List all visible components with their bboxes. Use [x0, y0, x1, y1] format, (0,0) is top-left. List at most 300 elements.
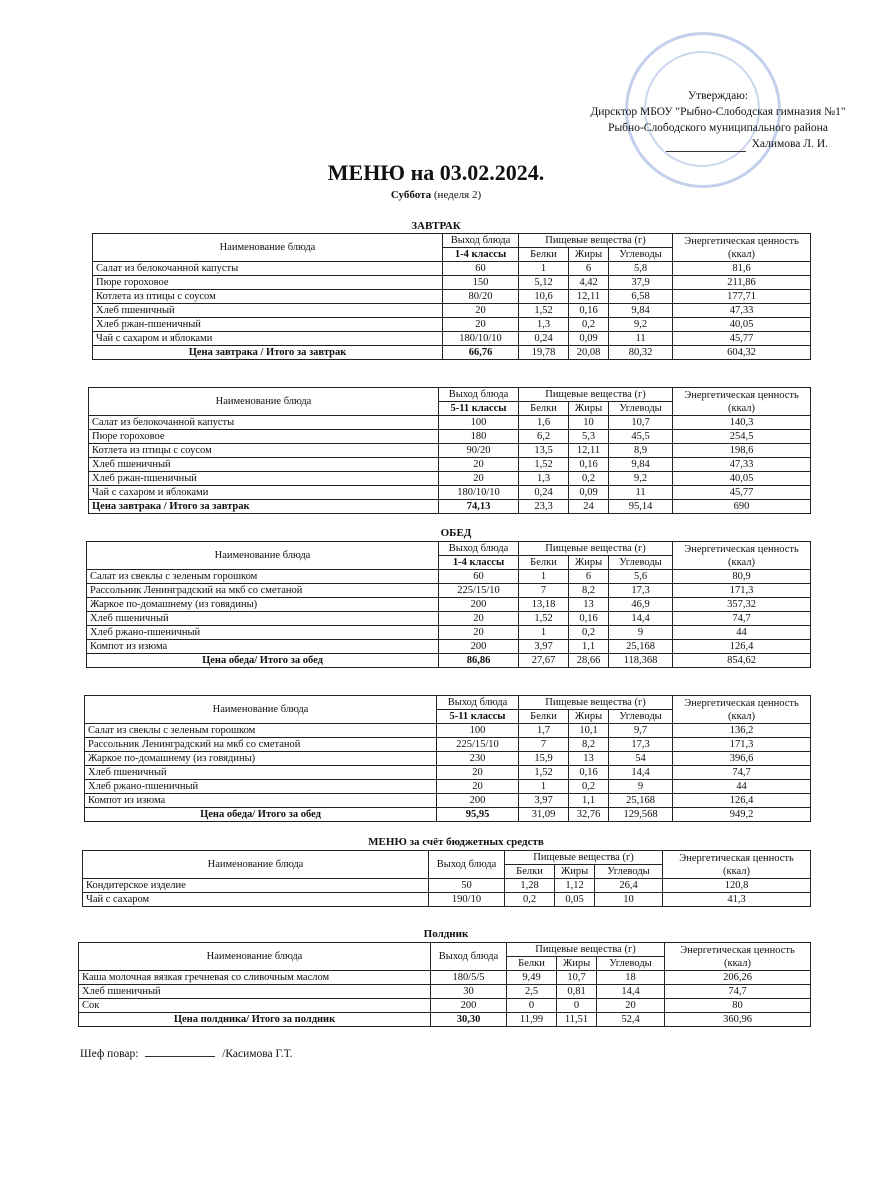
dish-fats: 0,2 [569, 626, 609, 640]
section-snack-title: Полдник [423, 928, 469, 940]
dish-proteins: 1,52 [519, 304, 569, 318]
table-body [93, 262, 811, 346]
header-nutrients: Пищевые вещества (г) [519, 234, 673, 248]
table-row [87, 584, 811, 598]
table-row [93, 318, 811, 332]
dish-carbs: 9,84 [609, 458, 673, 472]
dish-fats: 13 [569, 752, 609, 766]
dish-energy: 254,5 [673, 430, 811, 444]
dish-carbs: 10 [595, 893, 663, 907]
dish-name: Салат из свеклы с зеленым горошком [85, 724, 437, 738]
dish-output: 180/10/10 [439, 486, 519, 500]
dish-carbs: 25,168 [609, 794, 673, 808]
dish-output: 150 [443, 276, 519, 290]
total-output: 74,13 [439, 500, 519, 514]
dish-energy: 211,86 [673, 276, 811, 290]
dish-proteins: 6,2 [519, 430, 569, 444]
dish-fats: 1,1 [569, 640, 609, 654]
approval-line-3: Рыбно-Слободского муниципального района [608, 122, 828, 134]
dish-name: Котлета из птицы с соусом [93, 290, 443, 304]
dish-output: 60 [439, 570, 519, 584]
dish-fats: 0,09 [569, 486, 609, 500]
header-energy: Энергетическая ценность (ккал) [673, 542, 811, 570]
dish-output: 190/10 [429, 893, 505, 907]
dish-fats: 1,1 [569, 794, 609, 808]
dish-energy: 74,7 [673, 766, 811, 780]
table-row [89, 416, 811, 430]
dish-fats: 10 [569, 416, 609, 430]
dish-proteins: 1,7 [519, 724, 569, 738]
dish-fats: 0,09 [569, 332, 609, 346]
dish-name: Салат из белокочанной капусты [93, 262, 443, 276]
total-fats: 20,08 [569, 346, 609, 360]
header-energy: Энергетическая ценность (ккал) [665, 943, 811, 971]
section-budget-title: МЕНЮ за счёт бюджетных средств [368, 836, 544, 848]
dish-carbs: 9,84 [609, 304, 673, 318]
total-proteins: 19,78 [519, 346, 569, 360]
dish-name: Каша молочная вязкая гречневая со сливочным маслом [79, 971, 431, 985]
header-carbs: Углеводы [609, 402, 673, 416]
total-fats: 28,66 [569, 654, 609, 668]
dish-carbs: 25,168 [609, 640, 673, 654]
dish-fats: 4,42 [569, 276, 609, 290]
dish-output: 180/5/5 [431, 971, 507, 985]
total-fats: 32,76 [569, 808, 609, 822]
total-energy: 854,62 [673, 654, 811, 668]
dish-carbs: 46,9 [609, 598, 673, 612]
dish-fats: 0 [557, 999, 597, 1013]
table-row [79, 985, 811, 999]
total-carbs: 52,4 [597, 1013, 665, 1027]
dish-energy: 41,3 [663, 893, 811, 907]
section-breakfast-title: ЗАВТРАК [411, 220, 461, 232]
dish-name: Хлеб пшеничный [79, 985, 431, 999]
dish-output: 20 [437, 766, 519, 780]
header-output: Выход блюда [437, 696, 519, 710]
header-fats: Жиры [569, 248, 609, 262]
dish-proteins: 15,9 [519, 752, 569, 766]
table-row [93, 304, 811, 318]
dish-carbs: 5,6 [609, 570, 673, 584]
dish-proteins: 3,97 [519, 640, 569, 654]
dish-output: 230 [437, 752, 519, 766]
dish-fats: 5,3 [569, 430, 609, 444]
dish-fats: 6 [569, 262, 609, 276]
dish-output: 60 [443, 262, 519, 276]
header-proteins: Белки [519, 248, 569, 262]
subtitle-day: Суббота [390, 189, 432, 201]
dish-fats: 0,16 [569, 304, 609, 318]
dish-proteins: 7 [519, 584, 569, 598]
signature-line [666, 136, 746, 152]
header-nutrients: Пищевые вещества (г) [507, 943, 665, 957]
dish-output: 20 [439, 612, 519, 626]
lunch-1-4-table [86, 541, 811, 668]
dish-proteins: 1,28 [505, 879, 555, 893]
dish-name: Салат из белокочанной капусты [89, 416, 439, 430]
dish-output: 80/20 [443, 290, 519, 304]
approval-signature-row [568, 136, 868, 152]
dish-energy: 206,26 [665, 971, 811, 985]
header-name: Наименование блюда [83, 851, 429, 879]
dish-name: Чай с сахаром и яблоками [93, 332, 443, 346]
table-row [85, 766, 811, 780]
dish-name: Рассольник Ленинградский на мкб со сметаной [87, 584, 439, 598]
dish-energy: 44 [673, 780, 811, 794]
dish-output: 180/10/10 [443, 332, 519, 346]
table-row [83, 893, 811, 907]
table-row [85, 780, 811, 794]
table-row [85, 794, 811, 808]
dish-proteins: 1,52 [519, 612, 569, 626]
dish-proteins: 1,3 [519, 472, 569, 486]
dish-energy: 74,7 [665, 985, 811, 999]
total-output: 30,30 [431, 1013, 507, 1027]
total-label: Цена обеда/ Итого за обед [85, 808, 437, 822]
dish-carbs: 10,7 [609, 416, 673, 430]
budget-table [82, 850, 811, 907]
dish-name: Котлета из птицы с соусом [89, 444, 439, 458]
header-grade: 5-11 классы [439, 402, 519, 416]
total-fats: 11,51 [557, 1013, 597, 1027]
chef-signature-line [145, 1056, 215, 1057]
dish-energy: 80 [665, 999, 811, 1013]
dish-proteins: 2,5 [507, 985, 557, 999]
header-fats: Жиры [555, 865, 595, 879]
dish-output: 20 [443, 318, 519, 332]
table-body [79, 971, 811, 1013]
section-lunch-title: ОБЕД [440, 527, 472, 539]
table-total-row [89, 500, 811, 514]
dish-energy: 80,9 [673, 570, 811, 584]
header-proteins: Белки [519, 402, 569, 416]
dish-fats: 10,7 [557, 971, 597, 985]
dish-energy: 171,3 [673, 738, 811, 752]
dish-proteins: 1 [519, 780, 569, 794]
dish-fats: 13 [569, 598, 609, 612]
dish-proteins: 13,18 [519, 598, 569, 612]
dish-output: 200 [431, 999, 507, 1013]
table-row [89, 444, 811, 458]
table-row [87, 612, 811, 626]
dish-carbs: 8,9 [609, 444, 673, 458]
dish-energy: 44 [673, 626, 811, 640]
dish-output: 90/20 [439, 444, 519, 458]
dish-carbs: 17,3 [609, 738, 673, 752]
dish-name: Хлеб пшеничный [85, 766, 437, 780]
dish-energy: 47,33 [673, 304, 811, 318]
table-total-row [87, 654, 811, 668]
dish-energy: 120,8 [663, 879, 811, 893]
header-carbs: Углеводы [597, 957, 665, 971]
page-title: МЕНЮ на 03.02.2024. [327, 160, 545, 185]
total-proteins: 27,67 [519, 654, 569, 668]
dish-fats: 0,81 [557, 985, 597, 999]
dish-output: 200 [437, 794, 519, 808]
table-row [89, 458, 811, 472]
total-label: Цена завтрака / Итого за завтрак [93, 346, 443, 360]
header-name: Наименование блюда [85, 696, 437, 724]
dish-carbs: 9,7 [609, 724, 673, 738]
dish-energy: 198,6 [673, 444, 811, 458]
header-proteins: Белки [519, 556, 569, 570]
header-name: Наименование блюда [89, 388, 439, 416]
dish-energy: 45,77 [673, 486, 811, 500]
dish-proteins: 1,3 [519, 318, 569, 332]
total-proteins: 11,99 [507, 1013, 557, 1027]
header-nutrients: Пищевые вещества (г) [519, 388, 673, 402]
approval-block [568, 88, 868, 152]
dish-fats: 0,16 [569, 458, 609, 472]
total-proteins: 31,09 [519, 808, 569, 822]
header-output: Выход блюда [429, 851, 505, 879]
dish-proteins: 7 [519, 738, 569, 752]
dish-name: Рассольник Ленинградский на мкб со сметаной [85, 738, 437, 752]
header-carbs: Углеводы [609, 710, 673, 724]
dish-energy: 126,4 [673, 640, 811, 654]
dish-name: Хлеб ржано-пшеничный [87, 626, 439, 640]
dish-output: 20 [439, 472, 519, 486]
header-output: Выход блюда [431, 943, 507, 971]
header-nutrients: Пищевые вещества (г) [505, 851, 663, 865]
dish-carbs: 11 [609, 332, 673, 346]
dish-carbs: 26,4 [595, 879, 663, 893]
dish-fats: 0,2 [569, 318, 609, 332]
table-row [87, 626, 811, 640]
header-energy: Энергетическая ценность (ккал) [673, 388, 811, 416]
table-total-row [85, 808, 811, 822]
dish-fats: 0,2 [569, 472, 609, 486]
dish-fats: 0,16 [569, 612, 609, 626]
dish-name: Чай с сахаром и яблоками [89, 486, 439, 500]
header-energy: Энергетическая ценность (ккал) [673, 696, 811, 724]
dish-name: Кондитерское изделие [83, 879, 429, 893]
total-energy: 604,32 [673, 346, 811, 360]
snack-table [78, 942, 811, 1027]
dish-name: Пюре гороховое [89, 430, 439, 444]
dish-output: 100 [439, 416, 519, 430]
chef-label: Шеф повар: [80, 1048, 139, 1060]
dish-name: Пюре гороховое [93, 276, 443, 290]
dish-proteins: 9,49 [507, 971, 557, 985]
dish-carbs: 37,9 [609, 276, 673, 290]
dish-name: Хлеб пшеничный [87, 612, 439, 626]
header-proteins: Белки [519, 710, 569, 724]
dish-fats: 10,1 [569, 724, 609, 738]
dish-fats: 1,12 [555, 879, 595, 893]
dish-name: Компот из изюма [85, 794, 437, 808]
dish-carbs: 9 [609, 626, 673, 640]
dish-name: Сок [79, 999, 431, 1013]
dish-output: 200 [439, 598, 519, 612]
dish-energy: 177,71 [673, 290, 811, 304]
table-row [87, 598, 811, 612]
dish-fats: 6 [569, 570, 609, 584]
dish-carbs: 11 [609, 486, 673, 500]
dish-output: 30 [431, 985, 507, 999]
dish-proteins: 0,24 [519, 332, 569, 346]
dish-fats: 0,16 [569, 766, 609, 780]
dish-output: 50 [429, 879, 505, 893]
total-fats: 24 [569, 500, 609, 514]
dish-carbs: 9 [609, 780, 673, 794]
table-row [87, 570, 811, 584]
header-name: Наименование блюда [93, 234, 443, 262]
dish-output: 225/15/10 [439, 584, 519, 598]
header-energy: Энергетическая ценность (ккал) [663, 851, 811, 879]
total-label: Цена завтрака / Итого за завтрак [89, 500, 439, 514]
table-body [83, 879, 811, 907]
lunch-5-11-table [84, 695, 811, 822]
table-row [89, 430, 811, 444]
header-grade: 5-11 классы [437, 710, 519, 724]
dish-proteins: 1 [519, 262, 569, 276]
header-fats: Жиры [569, 556, 609, 570]
dish-name: Хлеб ржано-пшеничный [85, 780, 437, 794]
table-row [85, 724, 811, 738]
total-output: 95,95 [437, 808, 519, 822]
dish-fats: 12,11 [569, 290, 609, 304]
header-nutrients: Пищевые вещества (г) [519, 542, 673, 556]
total-energy: 360,96 [665, 1013, 811, 1027]
table-body [85, 724, 811, 808]
dish-name: Хлеб пшеничный [93, 304, 443, 318]
table-row [85, 752, 811, 766]
dish-carbs: 14,4 [609, 612, 673, 626]
dish-fats: 12,11 [569, 444, 609, 458]
dish-energy: 74,7 [673, 612, 811, 626]
table-row [93, 262, 811, 276]
dish-proteins: 10,6 [519, 290, 569, 304]
total-carbs: 118,368 [609, 654, 673, 668]
dish-energy: 45,77 [673, 332, 811, 346]
breakfast-1-4-table [92, 233, 811, 360]
page-subtitle [0, 189, 872, 201]
dish-carbs: 9,2 [609, 472, 673, 486]
header-grade: 1-4 классы [443, 248, 519, 262]
dish-carbs: 14,4 [597, 985, 665, 999]
dish-output: 100 [437, 724, 519, 738]
chef-signature [80, 1048, 293, 1060]
header-name: Наименование блюда [79, 943, 431, 971]
header-output: Выход блюда [439, 542, 519, 556]
total-label: Цена обеда/ Итого за обед [87, 654, 439, 668]
header-fats: Жиры [569, 402, 609, 416]
dish-proteins: 1 [519, 570, 569, 584]
dish-energy: 40,05 [673, 318, 811, 332]
header-fats: Жиры [569, 710, 609, 724]
approval-line-4: Халимова Л. И. [751, 138, 828, 150]
dish-proteins: 1,52 [519, 458, 569, 472]
dish-fats: 8,2 [569, 738, 609, 752]
dish-name: Жаркое по-домашнему (из говядины) [87, 598, 439, 612]
table-row [93, 290, 811, 304]
dish-name: Компот из изюма [87, 640, 439, 654]
header-carbs: Углеводы [609, 248, 673, 262]
dish-proteins: 1,52 [519, 766, 569, 780]
header-energy: Энергетическая ценность (ккал) [673, 234, 811, 262]
dish-carbs: 5,8 [609, 262, 673, 276]
dish-carbs: 17,3 [609, 584, 673, 598]
dish-output: 200 [439, 640, 519, 654]
total-energy: 949,2 [673, 808, 811, 822]
approval-line-1: Утверждаю: [687, 90, 749, 102]
dish-proteins: 13,5 [519, 444, 569, 458]
dish-output: 180 [439, 430, 519, 444]
header-proteins: Белки [507, 957, 557, 971]
dish-carbs: 18 [597, 971, 665, 985]
header-output: Выход блюда [439, 388, 519, 402]
total-energy: 690 [673, 500, 811, 514]
total-label: Цена полдника/ Итого за полдник [79, 1013, 431, 1027]
dish-energy: 81,6 [673, 262, 811, 276]
dish-fats: 0,2 [569, 780, 609, 794]
header-name: Наименование блюда [87, 542, 439, 570]
dish-output: 20 [437, 780, 519, 794]
header-proteins: Белки [505, 865, 555, 879]
header-fats: Жиры [557, 957, 597, 971]
total-output: 86,86 [439, 654, 519, 668]
dish-energy: 140,3 [673, 416, 811, 430]
dish-carbs: 9,2 [609, 318, 673, 332]
dish-proteins: 1,6 [519, 416, 569, 430]
dish-energy: 126,4 [673, 794, 811, 808]
dish-energy: 357,32 [673, 598, 811, 612]
header-grade: 1-4 классы [439, 556, 519, 570]
dish-proteins: 0 [507, 999, 557, 1013]
table-row [85, 738, 811, 752]
table-row [89, 472, 811, 486]
dish-name: Хлеб ржан-пшеничный [89, 472, 439, 486]
dish-energy: 396,6 [673, 752, 811, 766]
total-proteins: 23,3 [519, 500, 569, 514]
table-row [87, 640, 811, 654]
dish-proteins: 1 [519, 626, 569, 640]
dish-carbs: 14,4 [609, 766, 673, 780]
dish-energy: 171,3 [673, 584, 811, 598]
header-nutrients: Пищевые вещества (г) [519, 696, 673, 710]
dish-energy: 47,33 [673, 458, 811, 472]
table-total-row [93, 346, 811, 360]
chef-name: /Касимова Г.Т. [222, 1048, 293, 1060]
dish-output: 20 [439, 626, 519, 640]
dish-name: Чай с сахаром [83, 893, 429, 907]
subtitle-week: (неделя 2) [433, 189, 482, 201]
table-total-row [79, 1013, 811, 1027]
dish-proteins: 3,97 [519, 794, 569, 808]
dish-fats: 0,05 [555, 893, 595, 907]
table-body [89, 416, 811, 500]
table-row [79, 999, 811, 1013]
table-row [89, 486, 811, 500]
table-body [87, 570, 811, 654]
dish-name: Хлеб ржан-пшеничный [93, 318, 443, 332]
dish-name: Хлеб пшеничный [89, 458, 439, 472]
total-carbs: 95,14 [609, 500, 673, 514]
breakfast-5-11-table [88, 387, 811, 514]
dish-energy: 40,05 [673, 472, 811, 486]
dish-fats: 8,2 [569, 584, 609, 598]
dish-output: 20 [439, 458, 519, 472]
header-carbs: Углеводы [595, 865, 663, 879]
table-row [79, 971, 811, 985]
header-carbs: Углеводы [609, 556, 673, 570]
approval-line-2: Дирсктор МБОУ "Рыбно-Слободская гимназия №1" [590, 106, 846, 118]
dish-carbs: 6,58 [609, 290, 673, 304]
total-carbs: 80,32 [609, 346, 673, 360]
dish-proteins: 0,2 [505, 893, 555, 907]
header-output: Выход блюда [443, 234, 519, 248]
